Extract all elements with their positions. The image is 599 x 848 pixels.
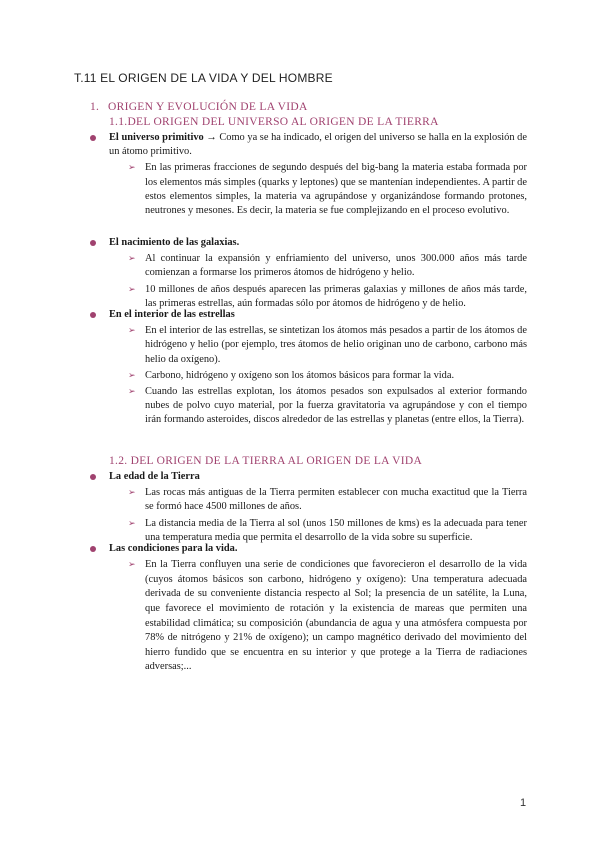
sub-bullet-text: En el interior de las estrellas, se sintetizan los átomos más pesados a partir de los átomos de hidrógeno y helio (por ejemplo, tres átomos de helio originan uno de carbono, carbono más helio da oxígeno).: [145, 325, 527, 365]
document-title: T.11 EL ORIGEN DE LA VIDA Y DEL HOMBRE: [74, 71, 333, 85]
sub-bullet-item: [87, 252, 527, 280]
sub-bullet-text: Las rocas más antiguas de la Tierra permiten establecer con mucha exactitud que la Tierra se formó hace 4500 millones de años.: [145, 487, 527, 513]
arrowhead-icon: ➢: [128, 488, 136, 499]
sub-bullet-text: La distancia media de la Tierra al sol (unos 150 millones de kms) es la adecuada para tener una temperatura media que permita el desarrollo de la vida sobre su superficie.: [145, 517, 527, 543]
bullet-universo-primitivo: [87, 131, 527, 218]
section-number: 1.: [90, 101, 100, 113]
sub-bullet-text: 10 millones de años después aparecen las primeras galaxias y millones de años más tarde, las primeras estrellas, aún formadas sólo por átomos de hidrógeno y de helio.: [145, 283, 527, 309]
sub-bullet-text: Carbono, hidrógeno y oxígeno son los átomos básicos para formar la vida.: [145, 369, 455, 381]
arrowhead-icon: ➢: [128, 254, 136, 265]
bullet-icon: [90, 135, 96, 141]
bullet-icon: [90, 240, 96, 246]
bullet-icon: [90, 474, 96, 480]
bullet-label: Las condiciones para la vida.: [109, 543, 238, 554]
arrowhead-icon: ➢: [128, 387, 136, 398]
sub-bullet-item: [87, 283, 527, 311]
bullet-interior-estrellas: [87, 308, 527, 428]
sub-bullet-text: En la Tierra confluyen una serie de condiciones que favorecieron el desarrollo de la vida (cuyos átomos básicos son carbono, hidrógeno y oxígeno): Una temperatura adecuada derivada de su conveniente distancia respecto al Sol; la presencia de un satélite, la Luna, que favorece el movimiento de rotación y la existencia de mareas que permiten una estabilidad climática; su composición (abundancia de agua y una atmósfera compuesta por 78% de nitrógeno y 21% de oxígeno); un campo magnético derivado del movimiento del hierro fundido que se encuentra en su interior y que protege a la Tierra de radiaciones adversas;...: [145, 559, 527, 673]
bullet-text: → Como ya se ha indicado, el origen del universo se halla en la explosión de un átomo primitivo.: [109, 132, 527, 158]
sub-bullet-item: [87, 385, 527, 428]
bullet-label: El universo primitivo: [109, 132, 204, 143]
sub-bullet-text: En las primeras fracciones de segundo después del big-bang la materia estaba formada por los elementos más simples (quarks y leptones) que se mantenían independientes. A partir de estos elementos simples, la materia va agrupándose y organizándose formando protones, neutrones y mesones. Es decir, la materia se fue complejizando en el proceso evolutivo.: [145, 162, 527, 217]
bullet-label: La edad de la Tierra: [109, 471, 200, 482]
sub-bullet-text: Al continuar la expansión y enfriamiento del universo, unos 300.000 años más tarde comienzan a formarse los primeros átomos de hidrógeno y helio.: [145, 253, 527, 279]
bullet-item: [87, 236, 527, 250]
bullet-icon: [90, 546, 96, 552]
sub-bullet-item: [87, 369, 527, 383]
sub-bullet-item: [87, 517, 527, 545]
section-heading: [90, 101, 308, 113]
page-number: 1: [520, 797, 527, 809]
sub-bullet-text: Cuando las estrellas explotan, los átomos pesados son expulsados al exterior formando nubes de polvo cuyo material, por la fuerza gravitatoria va agrupándose y con el tiempo irán formando asteroides, discos alrededor de las estrellas y planetas (entre ellos, la Tierra).: [145, 386, 527, 426]
sub-bullet-item: [87, 324, 527, 367]
bullet-item: [87, 542, 527, 556]
arrowhead-icon: ➢: [128, 560, 136, 571]
bullet-icon: [90, 312, 96, 318]
bullet-label: El nacimiento de las galaxias.: [109, 237, 240, 248]
bullet-edad-tierra: [87, 470, 527, 545]
sub-bullet-item: [87, 161, 527, 218]
arrowhead-icon: ➢: [128, 163, 136, 174]
arrowhead-icon: ➢: [128, 326, 136, 337]
bullet-label: En el interior de las estrellas: [109, 309, 235, 320]
sub-bullet-item: [87, 486, 527, 514]
bullet-nacimiento-galaxias: [87, 236, 527, 311]
subsection-heading-1-2: 1.2. DEL ORIGEN DE LA TIERRA AL ORIGEN DE LA VIDA: [109, 455, 423, 467]
bullet-item: [87, 308, 527, 322]
subsection-heading-1-1: 1.1.DEL ORIGEN DEL UNIVERSO AL ORIGEN DE LA TIERRA: [109, 116, 439, 128]
bullet-item: [87, 470, 527, 484]
arrowhead-icon: ➢: [128, 518, 136, 529]
sub-bullet-item: [87, 558, 527, 675]
bullet-item: [87, 131, 527, 159]
bullet-condiciones-vida: [87, 542, 527, 675]
arrowhead-icon: ➢: [128, 370, 136, 381]
section-title: ORIGEN Y EVOLUCIÓN DE LA VIDA: [108, 101, 308, 113]
arrowhead-icon: ➢: [128, 284, 136, 295]
